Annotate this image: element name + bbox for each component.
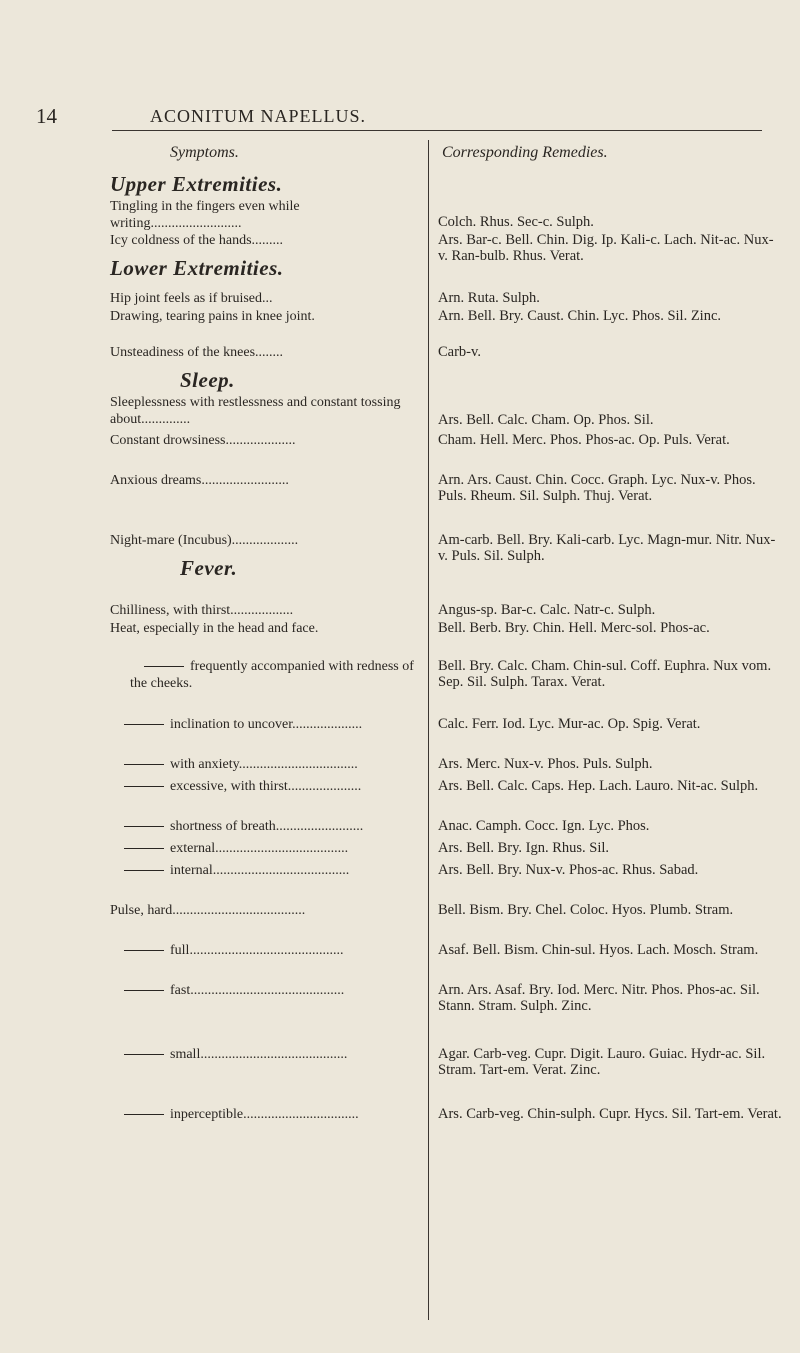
symptom-entry [110,472,416,489]
symptom-text [110,982,416,999]
symptom-label: shortness of breath......................... [170,819,364,834]
remedy-entry: Ars. Merc. Nux-v. Phos. Puls. Sulph. [438,756,653,772]
ditto-dash [124,990,164,991]
ditto-dash [124,786,164,787]
symptom-entry [110,344,416,361]
symptom-label: internal....................................... [170,863,350,878]
remedy-entry: Bell. Berb. Bry. Chin. Hell. Merc-sol. Phos-ac. [438,620,710,636]
ditto-dash [124,848,164,849]
symptom-text: Chilliness, with thirst.................. [110,603,294,618]
ditto-dash [124,1114,164,1115]
ditto-dash [124,950,164,951]
symptom-entry [110,198,416,232]
remedy-entry: Agar. Carb-veg. Cupr. Digit. Lauro. Guiac. Hydr-ac. Sil. Stram. Tart-em. Verat. Zinc. [438,1046,766,1078]
symptom-entry [110,394,416,428]
ditto-dash [124,870,164,871]
remedy-entry: Bell. Bry. Calc. Cham. Chin-sul. Coff. Euphra. Nux vom. Sep. Sil. Sulph. Tarax. Verat. [438,658,772,690]
ditto-dash [124,826,164,827]
symptoms-column-heading: Symptoms. [170,144,239,161]
symptom-entry [110,902,416,919]
symptom-label: fast............................................ [170,983,345,998]
symptom-text: Anxious dreams......................... [110,473,289,488]
symptom-text: Heat, especially in the head and face. [110,621,319,636]
symptom-entry [110,716,416,733]
remedy-entry: Arn. Ars. Asaf. Bry. Iod. Merc. Nitr. Phos. Phos-ac. Sil. Stann. Stram. Sulph. Zinc. [438,982,760,1014]
column-divider [428,140,429,1320]
section-lower-extremities: Lower Extremities. [110,256,284,280]
running-title: ACONITUM NAPELLUS. [150,106,366,126]
symptom-entry [110,532,416,549]
page-number: 14 [36,104,57,128]
symptom-label: inclination to uncover.................... [170,717,363,732]
symptom-text: Tingling in the fingers even while writing.......................... [110,199,300,231]
remedy-entry: Asaf. Bell. Bism. Chin-sul. Hyos. Lach. Mosch. Stram. [438,942,759,958]
header-rule [112,130,762,131]
symptom-label: excessive, with thirst..................... [170,779,362,794]
symptom-text [110,1046,416,1063]
remedy-entry: Ars. Bell. Calc. Caps. Hep. Lach. Lauro. Nit-ac. Sulph. [438,778,759,794]
symptom-text [110,756,416,773]
remedy-entry: Ars. Bar-c. Bell. Chin. Dig. Ip. Kali-c. Lach. Nit-ac. Nux-v. Ran-bulb. Rhus. Verat. [438,232,774,264]
remedy-entry: Arn. Bell. Bry. Caust. Chin. Lyc. Phos. Sil. Zinc. [438,308,722,324]
symptom-text: Drawing, tearing pains in knee joint. [110,309,315,324]
ditto-dash [124,724,164,725]
symptom-entry [110,308,416,325]
symptom-entry [110,232,416,249]
symptom-text [110,658,416,692]
symptom-text [110,716,416,733]
symptom-text: Unsteadiness of the knees........ [110,345,284,360]
symptom-entry [110,620,416,637]
symptom-label: full............................................ [170,943,344,958]
symptom-entry [110,982,416,999]
remedy-entry: Ars. Bell. Bry. Ign. Rhus. Sil. [438,840,610,856]
symptom-entry [110,658,416,692]
remedy-entry: Am-carb. Bell. Bry. Kali-carb. Lyc. Magn-mur. Nitr. Nux-v. Puls. Sil. Sulph. [438,532,776,564]
remedy-entry: Calc. Ferr. Iod. Lyc. Mur-ac. Op. Spig. Verat. [438,716,701,732]
symptom-entry [110,432,416,449]
symptom-text [110,778,416,795]
symptom-label: frequently accompanied with redness of the cheeks. [130,659,414,691]
remedy-entry: Arn. Ruta. Sulph. [438,290,540,306]
remedy-entry: Colch. Rhus. Sec-c. Sulph. [438,214,594,230]
symptom-entry [110,756,416,773]
symptom-label: inperceptible................................. [170,1107,359,1122]
remedy-entry: Angus-sp. Bar-c. Calc. Natr-c. Sulph. [438,602,656,618]
symptom-text: Sleeplessness with restlessness and constant tossing about.............. [110,395,401,427]
ditto-dash [124,764,164,765]
remedy-entry: Arn. Ars. Caust. Chin. Cocc. Graph. Lyc. Nux-v. Phos. Puls. Rheum. Sil. Sulph. Thuj. Verat. [438,472,756,504]
symptom-label: with anxiety.................................. [170,757,358,772]
symptom-text [110,1106,416,1123]
symptom-entry [110,602,416,619]
symptom-text: Hip joint feels as if bruised... [110,291,273,306]
remedy-entry: Carb-v. [438,344,481,360]
remedy-entry: Anac. Camph. Cocc. Ign. Lyc. Phos. [438,818,650,834]
symptom-entry [110,1046,416,1063]
symptom-entry [110,290,416,307]
remedies-column-heading: Corresponding Remedies. [442,144,608,161]
section-sleep: Sleep. [180,368,235,392]
section-fever: Fever. [180,556,238,580]
symptom-text [110,818,416,835]
symptom-text [110,942,416,959]
symptom-entry [110,862,416,879]
section-upper-extremities: Upper Extremities. [110,172,283,196]
ditto-dash [144,666,184,667]
remedy-entry: Bell. Bism. Bry. Chel. Coloc. Hyos. Plumb. Stram. [438,902,734,918]
remedy-entry: Ars. Bell. Calc. Cham. Op. Phos. Sil. [438,412,654,428]
symptom-text: Icy coldness of the hands......... [110,233,284,248]
symptom-text [110,840,416,857]
symptom-entry [110,1106,416,1123]
ditto-dash [124,1054,164,1055]
remedy-entry: Ars. Bell. Bry. Nux-v. Phos-ac. Rhus. Sabad. [438,862,699,878]
symptom-text [110,862,416,879]
remedy-entry: Ars. Carb-veg. Chin-sulph. Cupr. Hycs. Sil. Tart-em. Verat. [438,1106,782,1122]
symptom-text: Night-mare (Incubus)................... [110,533,299,548]
symptom-label: small.......................................... [170,1047,348,1062]
symptom-label: external...................................... [170,841,349,856]
symptom-text: Constant drowsiness.................... [110,433,296,448]
symptom-entry [110,778,416,795]
symptom-entry [110,818,416,835]
symptom-entry [110,942,416,959]
symptom-entry [110,840,416,857]
symptom-text: Pulse, hard...................................... [110,903,306,918]
remedy-entry: Cham. Hell. Merc. Phos. Phos-ac. Op. Puls. Verat. [438,432,730,448]
